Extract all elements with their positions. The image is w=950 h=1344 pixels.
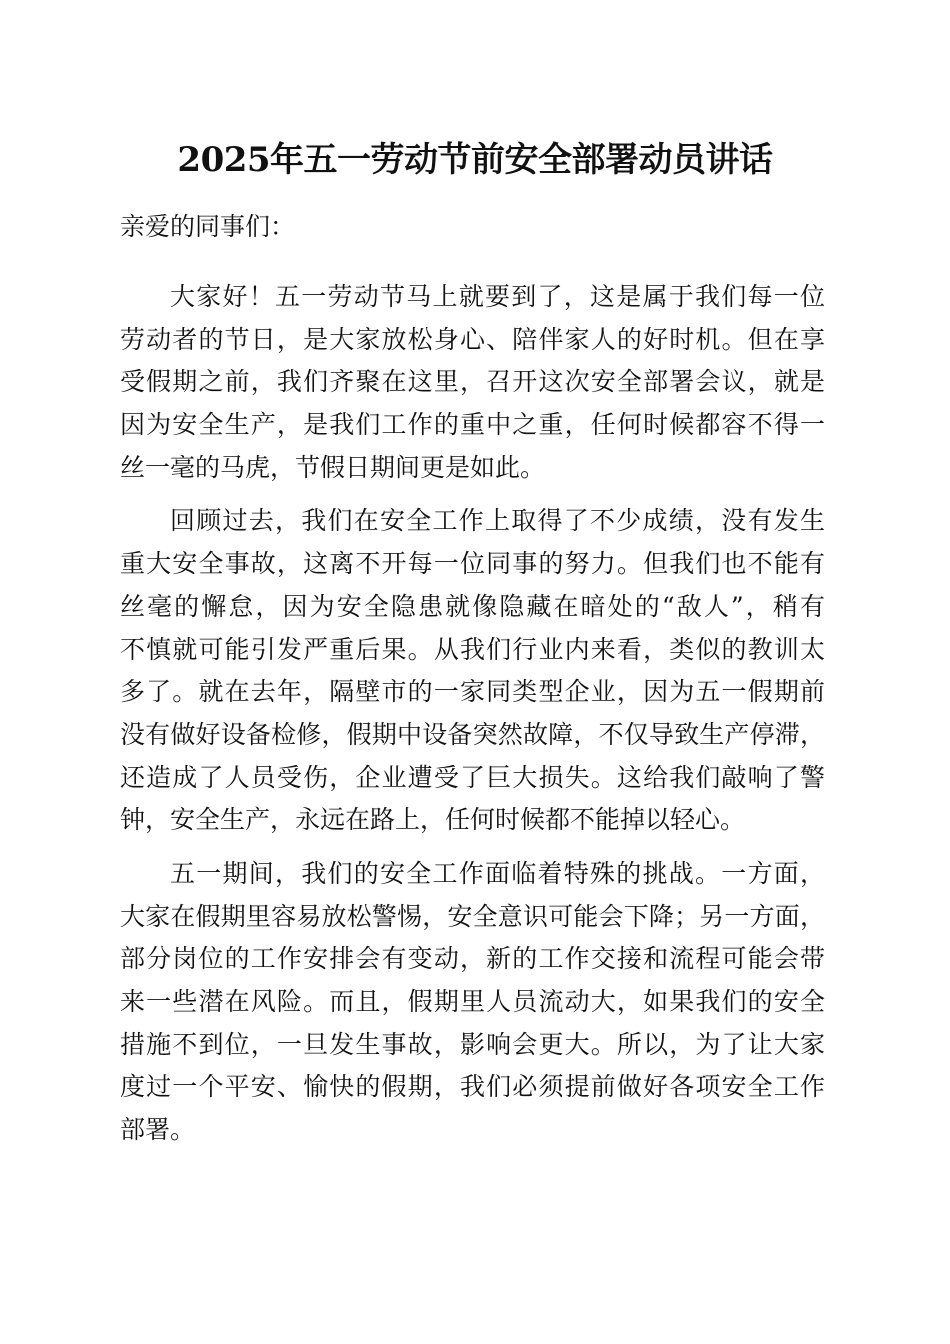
paragraph-line: 来一些潜在风险。而且，假期里人员流动大，如果我们的安全 bbox=[120, 987, 825, 1016]
paragraph-line: 回顾过去，我们在安全工作上取得了不少成绩，没有发生 bbox=[170, 506, 825, 536]
paragraph bbox=[120, 853, 825, 1152]
paragraph-line: 丝一毫的马虎，节假日期间更是如此。 bbox=[120, 452, 546, 482]
paragraph bbox=[120, 500, 825, 842]
document-body bbox=[120, 276, 825, 1163]
paragraph-line: 丝毫的懈怠，因为安全隐患就像隐藏在暗处的“敌人”，稍有 bbox=[120, 591, 825, 621]
paragraph-line: 不慎就可能引发严重后果。从我们行业内来看，类似的教训太 bbox=[120, 634, 825, 664]
paragraph-line: 还造成了人员受伤，企业遭受了巨大损失。这给我们敲响了警 bbox=[120, 762, 825, 792]
paragraph-line: 钟，安全生产，永远在路上，任何时候都不能掉以轻心。 bbox=[120, 805, 746, 835]
paragraph-line: 部分岗位的工作安排会有变动，新的工作交接和流程可能会带 bbox=[120, 944, 825, 974]
paragraph-line: 大家在假期里容易放松警惕，安全意识可能会下降；另一方面， bbox=[120, 901, 825, 931]
paragraph-line: 劳动者的节日，是大家放松身心、陪伴家人的好时机。但在享 bbox=[120, 324, 825, 354]
paragraph bbox=[120, 276, 825, 489]
salutation: 亲爱的同事们： bbox=[120, 212, 296, 241]
paragraph-line: 没有做好设备检修，假期中设备突然故障，不仅导致生产停滞， bbox=[120, 719, 825, 749]
paragraph-line: 受假期之前，我们齐聚在这里，召开这次安全部署会议，就是 bbox=[120, 367, 825, 397]
document-title: 2025年五一劳动节前安全部署动员讲话 bbox=[177, 140, 773, 180]
paragraph-line: 措施不到位，一旦发生事故，影响会更大。所以，为了让大家 bbox=[120, 1029, 825, 1059]
paragraph-line: 因为安全生产，是我们工作的重中之重，任何时候都容不得一 bbox=[120, 410, 825, 440]
paragraph-line: 度过一个平安、愉快的假期，我们必须提前做好各项安全工作 bbox=[120, 1072, 825, 1102]
paragraph-line: 五一期间，我们的安全工作面临着特殊的挑战。一方面， bbox=[170, 858, 825, 888]
paragraph-line: 重大安全事故，这离不开每一位同事的努力。但我们也不能有 bbox=[120, 549, 825, 579]
paragraph-line: 多了。就在去年，隔壁市的一家同类型企业，因为五一假期前 bbox=[120, 677, 825, 707]
paragraph-line: 大家好！五一劳动节马上就要到了，这是属于我们每一位 bbox=[170, 282, 825, 311]
paragraph-line: 部署。 bbox=[120, 1115, 196, 1145]
